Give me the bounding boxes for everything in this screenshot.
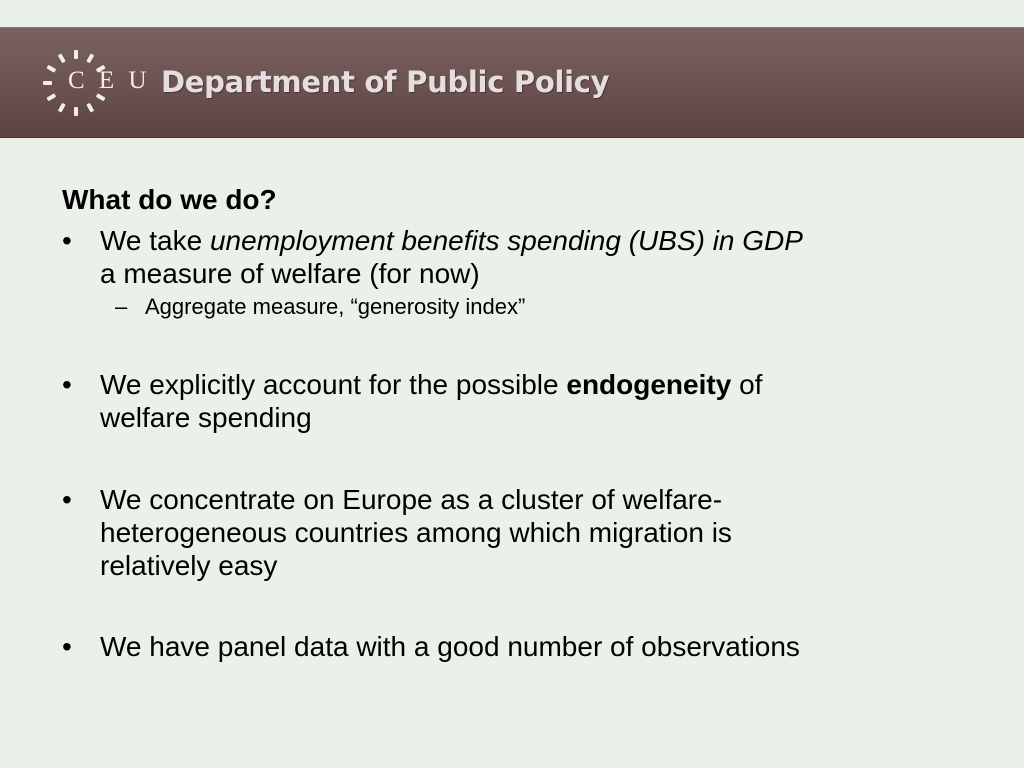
sub-bullet-text: Aggregate measure, “generosity index” bbox=[145, 294, 526, 319]
bullet-item bbox=[62, 630, 982, 663]
slide-content bbox=[62, 180, 982, 663]
bullet-strong: endogeneity bbox=[566, 369, 732, 400]
bullet-text-line2: heterogeneous countries among which migration is bbox=[100, 517, 732, 548]
bullet-text: We explicitly account for the possible bbox=[100, 369, 567, 400]
bullet-item bbox=[62, 224, 982, 290]
header-band bbox=[0, 27, 1024, 138]
bullet-text-line2: welfare spending bbox=[100, 402, 312, 433]
bullet-emphasis: unemployment benefits spending (UBS) in GDP bbox=[209, 225, 803, 256]
slide-heading: What do we do? bbox=[62, 184, 277, 215]
bullet-text-line1: We concentrate on Europe as a cluster of welfare- bbox=[100, 484, 723, 515]
bullet-text-line1: We have panel data with a good number of observations bbox=[100, 631, 800, 662]
bullet-marker: • bbox=[62, 484, 72, 515]
bullet-text-post: of bbox=[731, 369, 763, 400]
bullet-text-line2: a measure of welfare (for now) bbox=[100, 258, 480, 289]
bullet-marker: • bbox=[62, 225, 72, 256]
bullet-item bbox=[62, 368, 982, 434]
bullet-marker: • bbox=[62, 631, 72, 662]
bullet-text: We take bbox=[100, 225, 210, 256]
bullet-marker: • bbox=[62, 369, 72, 400]
department-title: Department of Public Policy bbox=[161, 65, 610, 99]
sub-bullet-marker: – bbox=[115, 294, 128, 319]
bullet-item bbox=[62, 483, 982, 582]
bullet-text-line3: relatively easy bbox=[100, 550, 278, 581]
sub-bullet-item bbox=[62, 290, 982, 324]
logo-text: C E U bbox=[68, 67, 151, 94]
ceu-logo bbox=[40, 47, 160, 119]
